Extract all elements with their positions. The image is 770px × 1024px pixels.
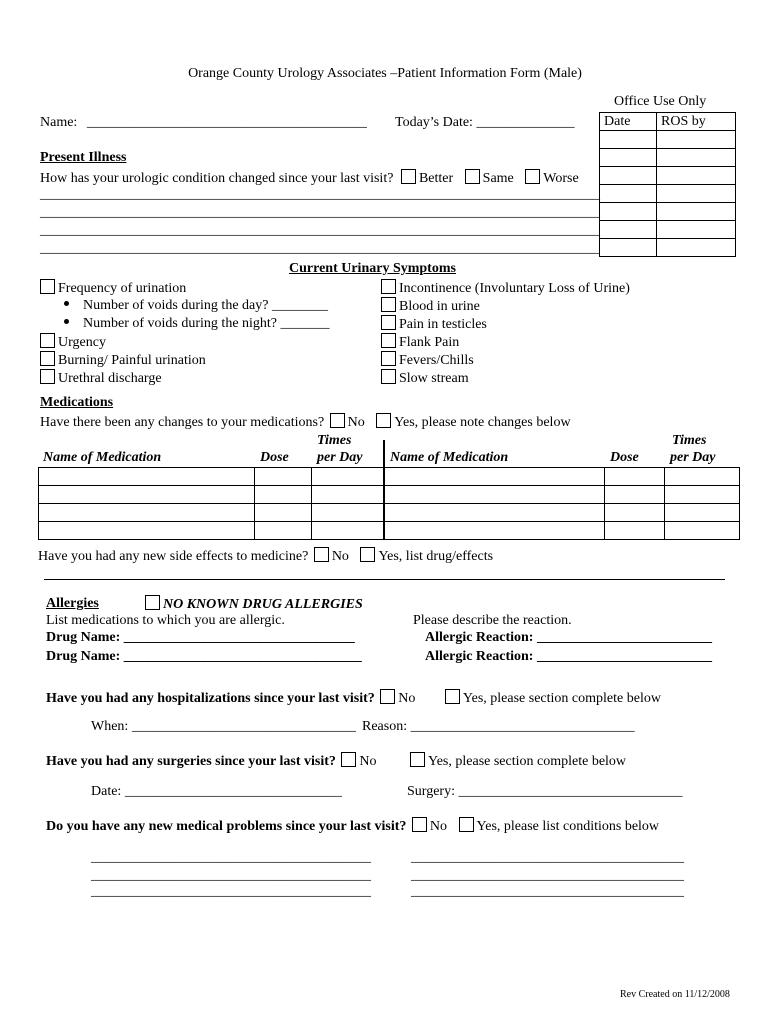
discharge-label: Urethral discharge xyxy=(58,371,162,386)
allergy-reaction-label: Please describe the reaction. xyxy=(413,613,572,628)
side-effects-line[interactable] xyxy=(44,579,725,580)
col-per-day: per Day xyxy=(317,450,363,465)
condition-line[interactable]: _______________________________________ xyxy=(411,850,684,865)
better-label: Better xyxy=(418,171,454,186)
revision-footer: Rev Created on 11/12/2008 xyxy=(620,989,730,1000)
med-yes-checkbox[interactable] xyxy=(376,413,391,428)
med-grid-line xyxy=(38,485,740,486)
office-cell[interactable] xyxy=(600,239,657,257)
med-grid-line xyxy=(38,539,740,540)
nkda-checkbox[interactable] xyxy=(145,595,160,610)
side-no-checkbox[interactable] xyxy=(314,547,329,562)
discharge-checkbox[interactable] xyxy=(40,369,55,384)
urgency-checkbox[interactable] xyxy=(40,333,55,348)
office-cell[interactable] xyxy=(657,149,736,167)
office-col-ros: ROS by xyxy=(657,113,736,131)
allergic-reaction-field[interactable]: Allergic Reaction: _________________________ xyxy=(425,649,712,664)
problems-no-checkbox[interactable] xyxy=(412,817,427,832)
office-cell[interactable] xyxy=(600,185,657,203)
worse-label: Worse xyxy=(543,171,579,186)
illness-line[interactable]: ________________________________________________________________________________ xyxy=(40,205,600,220)
surg-yes-label: Yes, please section complete below xyxy=(428,754,627,769)
voids-night-label[interactable]: Number of voids during the night? _______ xyxy=(83,316,330,331)
med-grid-line xyxy=(38,467,39,540)
bullet-icon xyxy=(64,319,69,324)
col-times: Times xyxy=(317,433,352,448)
blood-checkbox[interactable] xyxy=(381,297,396,312)
drug-name-field[interactable]: Drug Name: _________________________________ xyxy=(46,630,355,645)
office-cell[interactable] xyxy=(657,203,736,221)
slow-stream-checkbox[interactable] xyxy=(381,369,396,384)
office-use-table xyxy=(599,112,736,257)
med-no-label: No xyxy=(347,415,365,430)
incontinence-checkbox[interactable] xyxy=(381,279,396,294)
med-yes-label: Yes, please note changes below xyxy=(394,415,571,430)
med-grid-line xyxy=(38,503,740,504)
med-grid-line xyxy=(604,467,605,540)
medications-heading: Medications xyxy=(40,395,114,410)
med-no-checkbox[interactable] xyxy=(330,413,345,428)
condition-line[interactable]: ________________________________________ xyxy=(91,884,371,899)
hosp-when-field[interactable]: When: ________________________________ xyxy=(91,719,356,734)
illness-line[interactable]: ________________________________________________________________________________ xyxy=(40,241,600,256)
office-cell[interactable] xyxy=(657,185,736,203)
hosp-yes-label: Yes, please section complete below xyxy=(462,691,661,706)
same-label: Same xyxy=(482,171,514,186)
problems-no-label: No xyxy=(429,819,448,834)
burning-checkbox[interactable] xyxy=(40,351,55,366)
illness-line[interactable]: ________________________________________________________________________________ xyxy=(40,223,600,238)
blood-label: Blood in urine xyxy=(399,299,480,314)
col-per-day: per Day xyxy=(670,450,716,465)
frequency-checkbox[interactable] xyxy=(40,279,55,294)
testicle-pain-label: Pain in testicles xyxy=(399,317,487,332)
office-cell[interactable] xyxy=(600,221,657,239)
med-grid-line xyxy=(383,440,385,540)
hospitalization-question: Have you had any hospitalizations since your last visit? xyxy=(46,691,375,706)
condition-line[interactable]: ________________________________________ xyxy=(91,850,371,865)
name-label: Name: xyxy=(40,115,78,130)
side-no-label: No xyxy=(331,549,349,564)
flank-pain-checkbox[interactable] xyxy=(381,333,396,348)
allergic-reaction-field[interactable]: Allergic Reaction: _________________________ xyxy=(425,630,712,645)
col-name-of-medication: Name of Medication xyxy=(390,450,509,465)
fevers-checkbox[interactable] xyxy=(381,351,396,366)
testicle-pain-checkbox[interactable] xyxy=(381,315,396,330)
surg-no-checkbox[interactable] xyxy=(341,752,356,767)
slow-stream-label: Slow stream xyxy=(399,371,469,386)
hosp-no-checkbox[interactable] xyxy=(380,689,395,704)
col-dose: Dose xyxy=(610,450,639,465)
col-times: Times xyxy=(672,433,707,448)
allergies-heading: Allergies xyxy=(46,596,99,611)
drug-name-field[interactable]: Drug Name: __________________________________ xyxy=(46,649,362,664)
med-grid-line xyxy=(38,467,740,468)
hosp-no-label: No xyxy=(398,691,416,706)
office-cell[interactable] xyxy=(657,221,736,239)
surg-no-label: No xyxy=(359,754,377,769)
better-checkbox[interactable] xyxy=(401,169,416,184)
office-cell[interactable] xyxy=(600,131,657,149)
present-illness-question: How has your urologic condition changed since your last visit? xyxy=(40,171,394,186)
bullet-icon xyxy=(64,301,69,306)
medications-question: Have there been any changes to your medications? xyxy=(40,415,325,430)
illness-line[interactable]: ________________________________________________________________________________ xyxy=(40,187,600,202)
name-field[interactable]: ________________________________________ xyxy=(86,115,367,130)
condition-line[interactable]: ________________________________________ xyxy=(91,868,371,883)
urgency-label: Urgency xyxy=(58,335,106,350)
office-cell[interactable] xyxy=(657,167,736,185)
symptoms-heading: Current Urinary Symptoms xyxy=(289,261,456,276)
surg-yes-checkbox[interactable] xyxy=(410,752,425,767)
side-yes-label: Yes, list drug/effects xyxy=(378,549,494,564)
side-yes-checkbox[interactable] xyxy=(360,547,375,562)
condition-line[interactable]: _______________________________________ xyxy=(411,868,684,883)
side-effects-question: Have you had any new side effects to medicine? xyxy=(38,549,309,564)
flank-pain-label: Flank Pain xyxy=(399,335,460,350)
med-grid-line xyxy=(254,467,255,540)
allergy-list-label: List medications to which you are allergic. xyxy=(46,613,285,628)
surgery-date-field[interactable]: Date: _______________________________ xyxy=(91,784,342,799)
office-use-heading: Office Use Only xyxy=(614,94,707,109)
col-name-of-medication: Name of Medication xyxy=(43,450,162,465)
office-col-date: Date xyxy=(600,113,657,131)
same-checkbox[interactable] xyxy=(465,169,480,184)
fevers-label: Fevers/Chills xyxy=(399,353,474,368)
surgery-name-field[interactable]: Surgery: ________________________________ xyxy=(407,784,683,799)
col-dose: Dose xyxy=(260,450,289,465)
burning-label: Burning/ Painful urination xyxy=(58,353,206,368)
form-title: Orange County Urology Associates –Patient Information Form (Male) xyxy=(188,66,582,81)
problems-yes-checkbox[interactable] xyxy=(459,817,474,832)
med-grid-line xyxy=(739,467,740,540)
present-illness-heading: Present Illness xyxy=(40,150,127,165)
new-problems-question: Do you have any new medical problems since your last visit? xyxy=(46,819,407,834)
med-grid-line xyxy=(664,467,665,540)
office-cell[interactable] xyxy=(600,203,657,221)
date-label: Today’s Date: xyxy=(395,115,473,130)
surgeries-question: Have you had any surgeries since your last visit? xyxy=(46,754,336,769)
office-cell[interactable] xyxy=(657,131,736,149)
incontinence-label: Incontinence (Involuntary Loss of Urine) xyxy=(399,281,630,296)
office-cell[interactable] xyxy=(657,239,736,257)
hosp-reason-field[interactable]: Reason: ________________________________ xyxy=(362,719,635,734)
nkda-label: NO KNOWN DRUG ALLERGIES xyxy=(163,597,363,612)
med-grid-line xyxy=(38,521,740,522)
worse-checkbox[interactable] xyxy=(525,169,540,184)
problems-yes-label: Yes, please list conditions below xyxy=(476,819,660,834)
hosp-yes-checkbox[interactable] xyxy=(445,689,460,704)
date-field[interactable]: ______________ xyxy=(476,115,575,130)
condition-line[interactable]: _______________________________________ xyxy=(411,884,684,899)
med-grid-line xyxy=(311,467,312,540)
frequency-label: Frequency of urination xyxy=(58,281,187,296)
voids-day-label[interactable]: Number of voids during the day? ________ xyxy=(83,298,328,313)
office-cell[interactable] xyxy=(600,149,657,167)
office-cell[interactable] xyxy=(600,167,657,185)
